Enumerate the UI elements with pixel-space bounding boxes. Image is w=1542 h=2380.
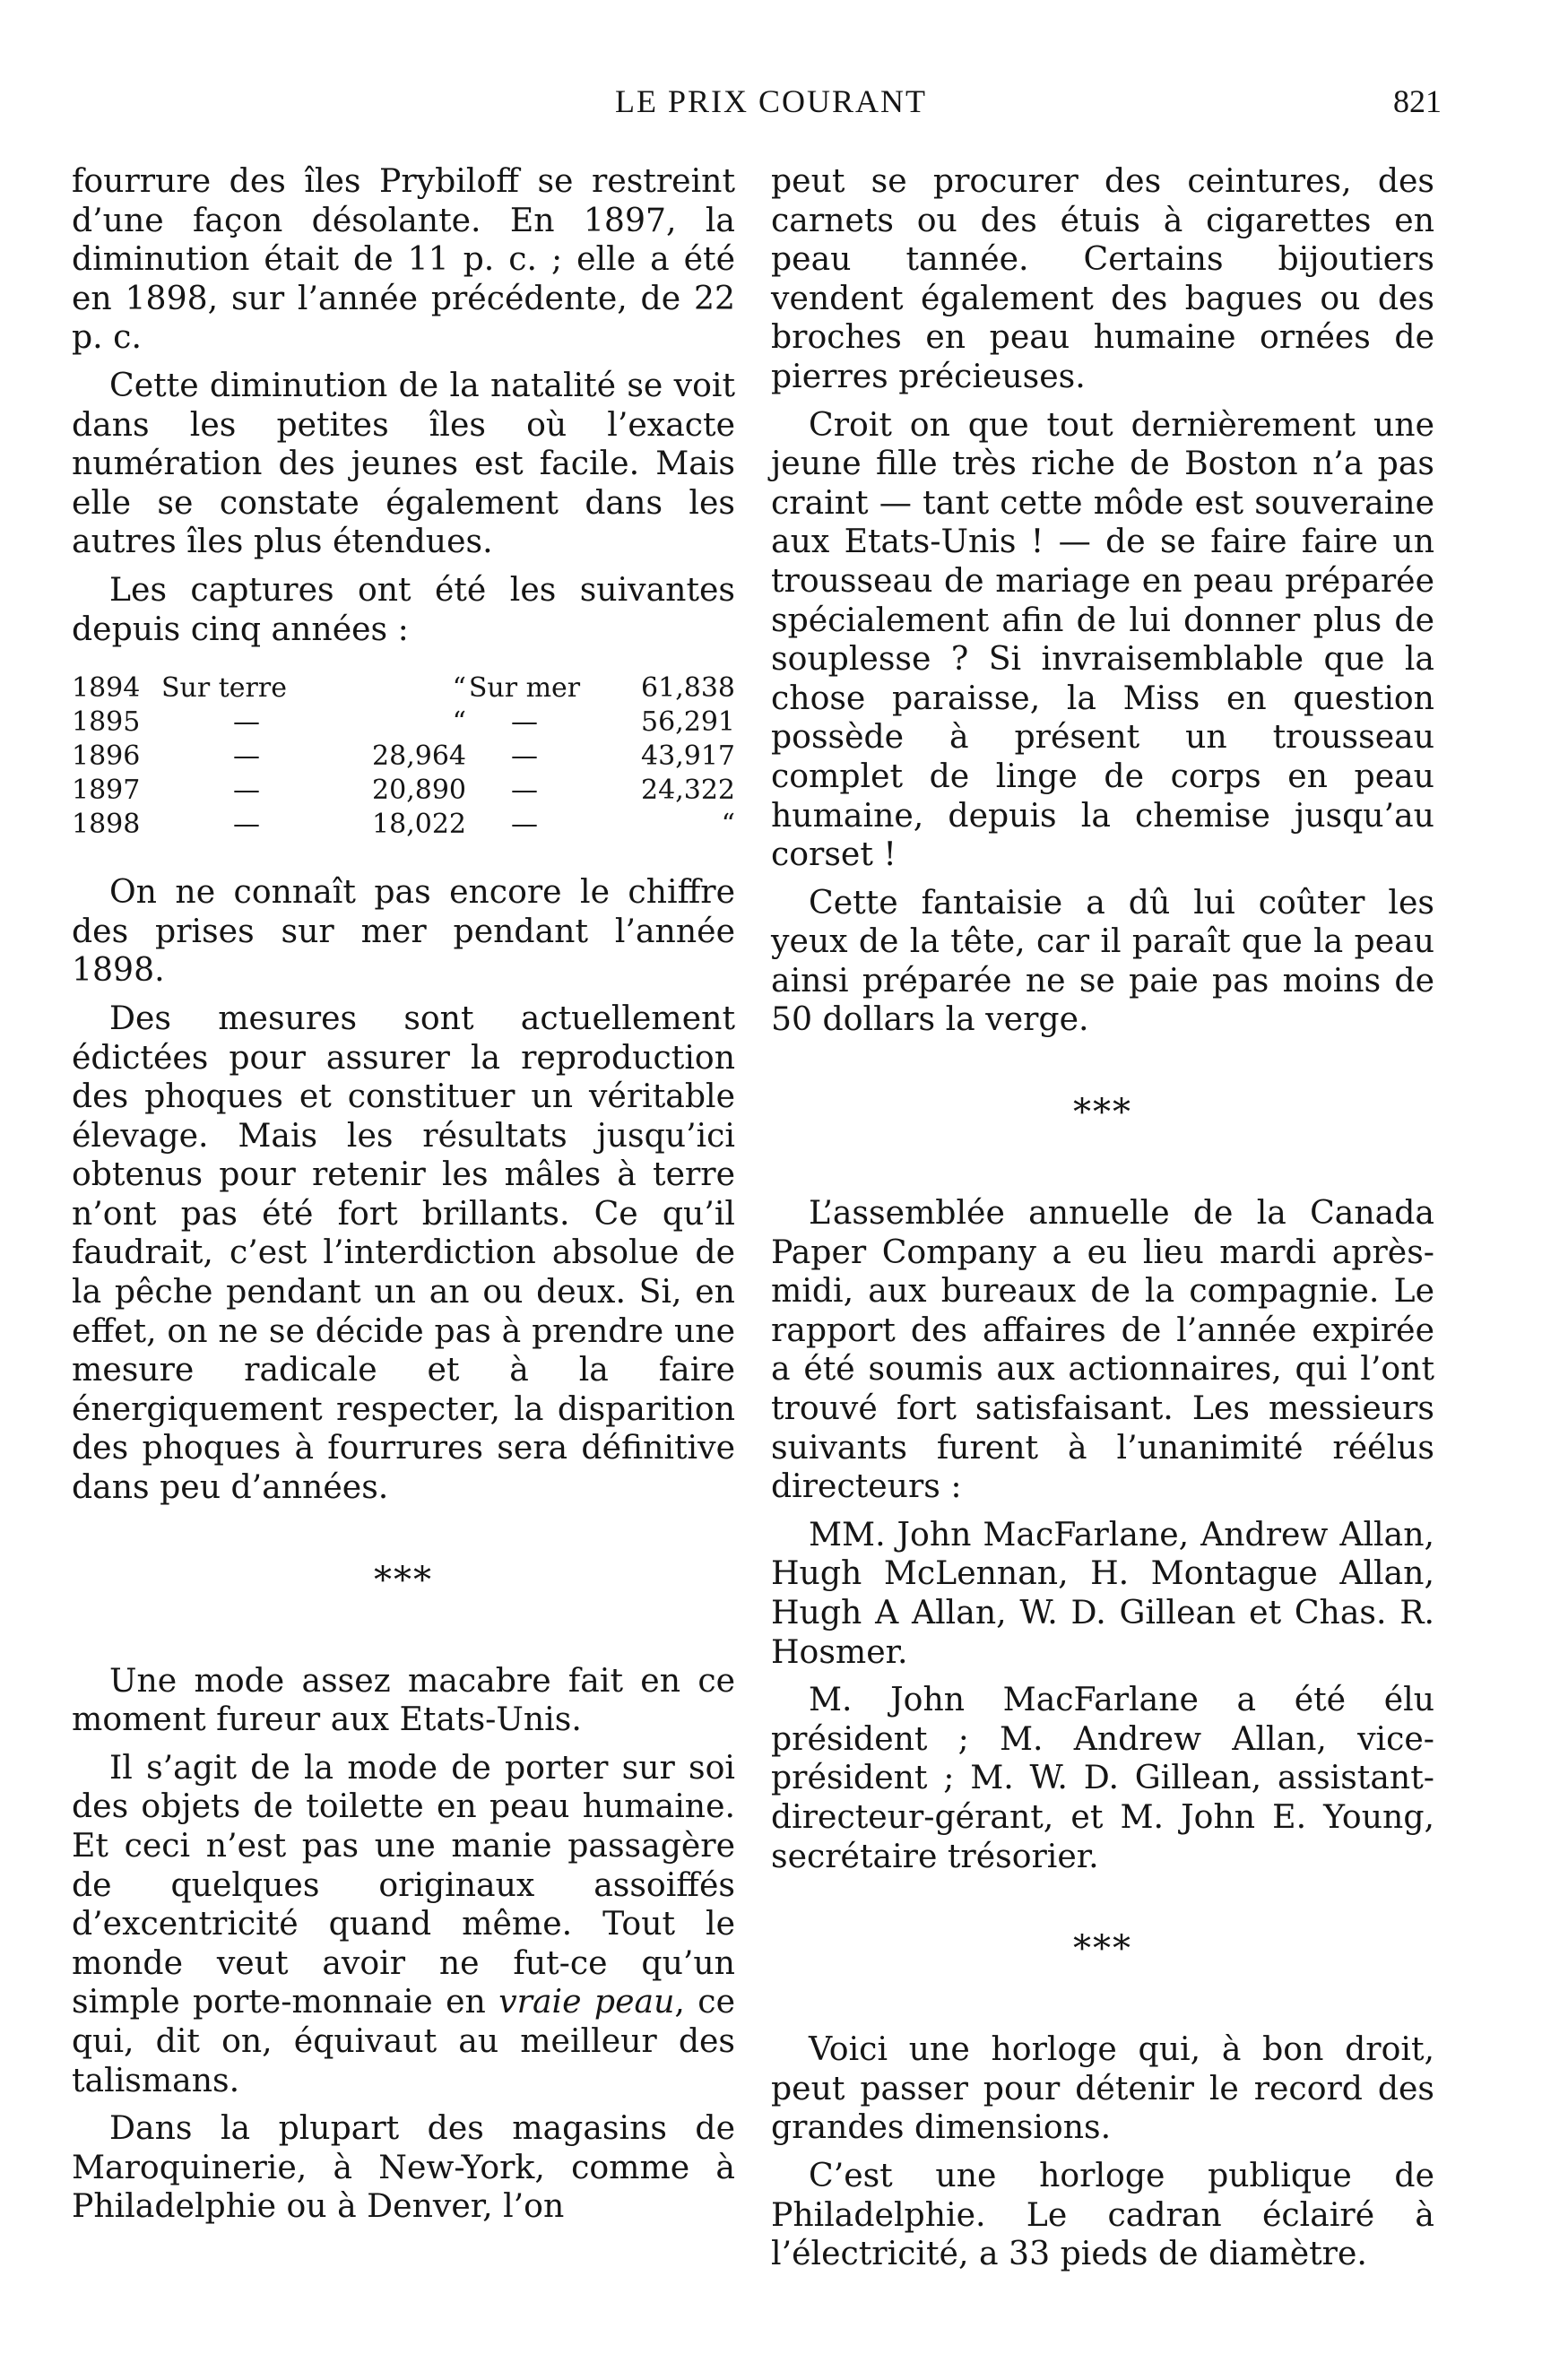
table-row	[72, 774, 735, 808]
paragraph: C’est une horloge publique de Philadelphie. Le cadran éclairé à l’électricité, a 33 pieds de diamètre.	[771, 2155, 1434, 2273]
left-column	[72, 161, 735, 2235]
paragraph: Les captures ont été les suivantes depuis cinq années :	[72, 569, 735, 648]
page-number: 821	[1393, 83, 1442, 119]
table-cell: 18,022	[372, 809, 466, 841]
paragraph: Des mesures sont actuellement édictées pour assurer la reproduction des phoques et constituer un véritable élevage. Mais les résultats jusqu’ici obtenus pour retenir les mâles à terre n’ont pas été fort brillants. Ce qu’il faudrait, c’est l’interdiction absolue de la pêche pendant un an ou deux. Si, en effet, on ne se décide pas à prendre une mesure radicale et à la faire énergiquement respecter, la disparition des phoques à fourrures sera définitive dans peu d’années.	[72, 998, 735, 1507]
right-column	[771, 161, 1434, 2282]
text-run: Il s’agit de la mode de porter sur soi des objets de toilette en peau humaine. Et ceci n’est pas une manie passagère de quelques originaux assoiffés d’excentricité quand même. Tout le monde veut avoir ne fut-ce qu’un simple porte-monnaie en	[72, 1747, 735, 2021]
table-cell: —	[511, 775, 538, 807]
table-row	[72, 705, 735, 740]
table-cell: —	[511, 740, 538, 773]
section-separator: ***	[1073, 1092, 1132, 1134]
table-cell: 1898	[72, 809, 141, 841]
paragraph	[72, 1748, 735, 2099]
section-separator: ***	[1073, 1928, 1132, 1970]
paragraph: Croit on que tout dernièrement une jeune fille très riche de Boston n’a pas craint — tant cette môde est souveraine aux Etats-Unis ! — de se faire faire un trousseau de mariage en peau préparée spécialement afin de lui donner plus de souplesse ? Si invraisemblable que la chose paraisse, la Miss en question possède à présent un trousseau complet de linge de corps en peau humaine, depuis la chemise jusqu’au corset !	[771, 404, 1434, 874]
table-cell: 1897	[72, 775, 141, 807]
table-cell: “	[452, 706, 466, 739]
running-title: LE PRIX COURANT	[614, 83, 927, 119]
running-header	[0, 82, 1542, 127]
paragraph: MM. John MacFarlane, Andrew Allan, Hugh McLennan, H. Montague Allan, Hugh A Allan, W. D. Gillean et Chas. R. Hosmer.	[771, 1514, 1434, 1671]
paragraph: Voici une horloge qui, à bon droit, peut passer pour détenir le record des grandes dimensions.	[771, 2029, 1434, 2147]
paragraph: Cette fantaisie a dû lui coûter les yeux de la tête, car il paraît que la peau ainsi préparée ne se paie pas moins de 50 dollars la verge.	[771, 882, 1434, 1039]
table-cell: 1894	[72, 672, 141, 705]
text-run: , ce qui, dit on, équivaut au meilleur des talismans.	[72, 1982, 735, 2099]
table-cell: 1895	[72, 706, 141, 739]
paragraph: L’assemblée annuelle de la Canada Paper Company a eu lieu mardi après-midi, aux bureaux de la compagnie. Le rapport des affaires de l’année expirée a été soumis aux actionnaires, qui l’ont trouvé fort satisfaisant. Les messieurs suivants furent à l’unanimité réélus directeurs :	[771, 1193, 1434, 1506]
table-cell: 20,890	[372, 775, 466, 807]
paragraph: M. John MacFarlane a été élu président ; M. Andrew Allan, vice-président ; M. W. D. Gillean, assistant-directeur-gérant, et M. John E. Young, secrétaire trésorier.	[771, 1680, 1434, 1875]
table-cell: —	[233, 775, 260, 807]
table-cell: 43,917	[641, 740, 735, 773]
paragraph: Une mode assez macabre fait en ce moment fureur aux Etats-Unis.	[72, 1660, 735, 1739]
table-row	[72, 808, 735, 842]
italic-phrase: vraie peau	[498, 1982, 675, 2021]
table-cell: 1896	[72, 740, 141, 773]
table-cell: “	[721, 809, 735, 841]
captures-table	[72, 671, 735, 842]
table-cell: —	[511, 809, 538, 841]
section-separator: ***	[374, 1559, 433, 1601]
table-row	[72, 671, 735, 705]
table-cell: —	[233, 740, 260, 773]
table-cell: Sur mer	[468, 672, 581, 705]
paragraph: Dans la plupart des magasins de Maroquinerie, à New-York, comme à Philadelphie ou à Denver, l’on	[72, 2108, 735, 2226]
paragraph: On ne connaît pas encore le chiffre des prises sur mer pendant l’année 1898.	[72, 872, 735, 990]
table-cell: —	[233, 706, 260, 739]
paragraph: Cette diminution de la natalité se voit dans les petites îles où l’exacte numération des jeunes est facile. Mais elle se constate également dans les autres îles plus étendues.	[72, 365, 735, 561]
paragraph: peut se procurer des ceintures, des carnets ou des étuis à cigarettes en peau tannée. Certains bijoutiers vendent également des bagues ou des broches en peau humaine ornées de pierres précieuses.	[771, 161, 1434, 395]
paragraph: fourrure des îles Prybiloff se restreint d’une façon désolante. En 1897, la diminution était de 11 p. c. ; elle a été en 1898, sur l’année précédente, de 22 p. c.	[72, 161, 735, 357]
table-cell: 24,322	[641, 775, 735, 807]
table-row	[72, 740, 735, 774]
table-cell: —	[233, 809, 260, 841]
table-cell: —	[511, 706, 538, 739]
table-cell: 56,291	[641, 706, 735, 739]
table-cell: 61,838	[641, 672, 735, 705]
table-cell: Sur terre	[161, 672, 287, 705]
table-cell: “	[452, 672, 466, 705]
table-cell: 28,964	[372, 740, 466, 773]
